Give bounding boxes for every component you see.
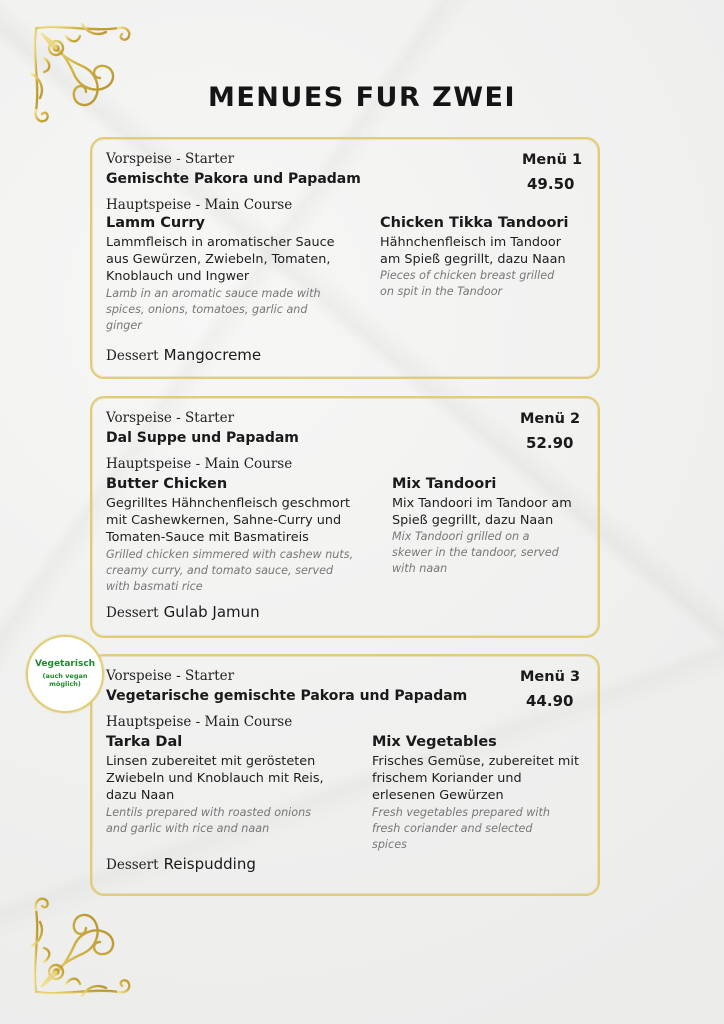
starter-label: Vorspeise - Starter	[106, 410, 235, 426]
vegetarian-badge	[26, 635, 104, 713]
dish-a-name: Tarka Dal	[106, 734, 183, 750]
vegetarian-badge-note-line1: (auch vegan	[42, 672, 88, 680]
main-course-label: Hauptspeise - Main Course	[106, 197, 293, 213]
dessert	[106, 602, 260, 621]
menu-card-1	[90, 137, 600, 379]
starter-label: Vorspeise - Starter	[106, 151, 235, 167]
menu-number: Menü 2	[520, 411, 581, 427]
dish-a-name: Butter Chicken	[106, 476, 228, 492]
menu-number: Menü 1	[522, 152, 583, 168]
dish-a-description: Gegrilltes Hähnchenfleisch geschmort mit Cashewkernen, Sahne-Curry und Tomaten-Sauce mit Basmatireis	[106, 496, 351, 545]
dish-a-english: Lentils prepared with roasted onions and garlic with rice and naan	[106, 806, 312, 835]
menu-number: Menü 3	[520, 669, 581, 685]
dessert-label: Dessert	[106, 348, 159, 364]
dessert-value: Mangocreme	[163, 346, 262, 364]
dessert-value: Reispudding	[163, 855, 256, 873]
dish-a-description: Linsen zubereitet mit gerösteten Zwiebeln und Knoblauch mit Reis, dazu Naan	[106, 754, 324, 803]
menu-price: 52.90	[526, 434, 574, 452]
dish-b-english: Pieces of chicken breast grilled on spit in the Tandoor	[380, 269, 555, 298]
vegetarian-badge-note-line2: möglich)	[49, 680, 81, 688]
dessert-label: Dessert	[106, 857, 159, 873]
dish-b-english: Fresh vegetables prepared with fresh coriander and selected spices	[372, 806, 551, 851]
gold-corner-ornament-top-left	[22, 14, 144, 136]
dessert	[106, 345, 261, 364]
menu-card-2	[90, 396, 600, 638]
dish-b-name: Mix Tandoori	[392, 476, 497, 492]
dish-b-name: Mix Vegetables	[372, 734, 497, 750]
vegetarian-badge-note	[28, 672, 102, 688]
starter-label: Vorspeise - Starter	[106, 668, 235, 684]
dish-b-name: Chicken Tikka Tandoori	[380, 215, 569, 231]
starter-dish: Dal Suppe und Papadam	[106, 430, 299, 446]
gold-corner-ornament-bottom-left	[22, 884, 144, 1006]
dessert-label: Dessert	[106, 605, 159, 621]
main-course-label: Hauptspeise - Main Course	[106, 456, 293, 472]
dish-b-english: Mix Tandoori grilled on a skewer in the tandoor, served with naan	[392, 530, 559, 575]
dish-a-english: Grilled chicken simmered with cashew nuts, creamy curry, and tomato sauce, served with basmati rice	[106, 548, 354, 593]
dish-b-description: Mix Tandoori im Tandoor am Spieß gegrillt, dazu Naan	[392, 496, 572, 528]
menu-price: 44.90	[526, 692, 574, 710]
dish-a-name: Lamm Curry	[106, 215, 206, 231]
dessert-value: Gulab Jamun	[163, 603, 260, 621]
starter-dish: Gemischte Pakora und Papadam	[106, 171, 361, 187]
main-course-label: Hauptspeise - Main Course	[106, 714, 293, 730]
dish-a-description: Lammfleisch in aromatischer Sauce aus Gewürzen, Zwiebeln, Tomaten, Knoblauch und Ingwer	[106, 235, 335, 284]
menu-price: 49.50	[527, 175, 575, 193]
page-title: MENUES FUR ZWEI	[207, 82, 517, 113]
dish-a-english: Lamb in an aromatic sauce made with spices, onions, tomatoes, garlic and ginger	[106, 287, 321, 332]
dessert	[106, 854, 256, 873]
menu-card-3	[90, 654, 600, 896]
dish-b-description: Frisches Gemüse, zubereitet mit frischem Koriander und erlesenen Gewürzen	[372, 754, 579, 803]
vegetarian-badge-title: Vegetarisch	[34, 659, 96, 669]
dish-b-description: Hähnchenfleisch im Tandoor am Spieß gegrillt, dazu Naan	[380, 235, 566, 267]
starter-dish: Vegetarische gemischte Pakora und Papadam	[106, 688, 468, 704]
